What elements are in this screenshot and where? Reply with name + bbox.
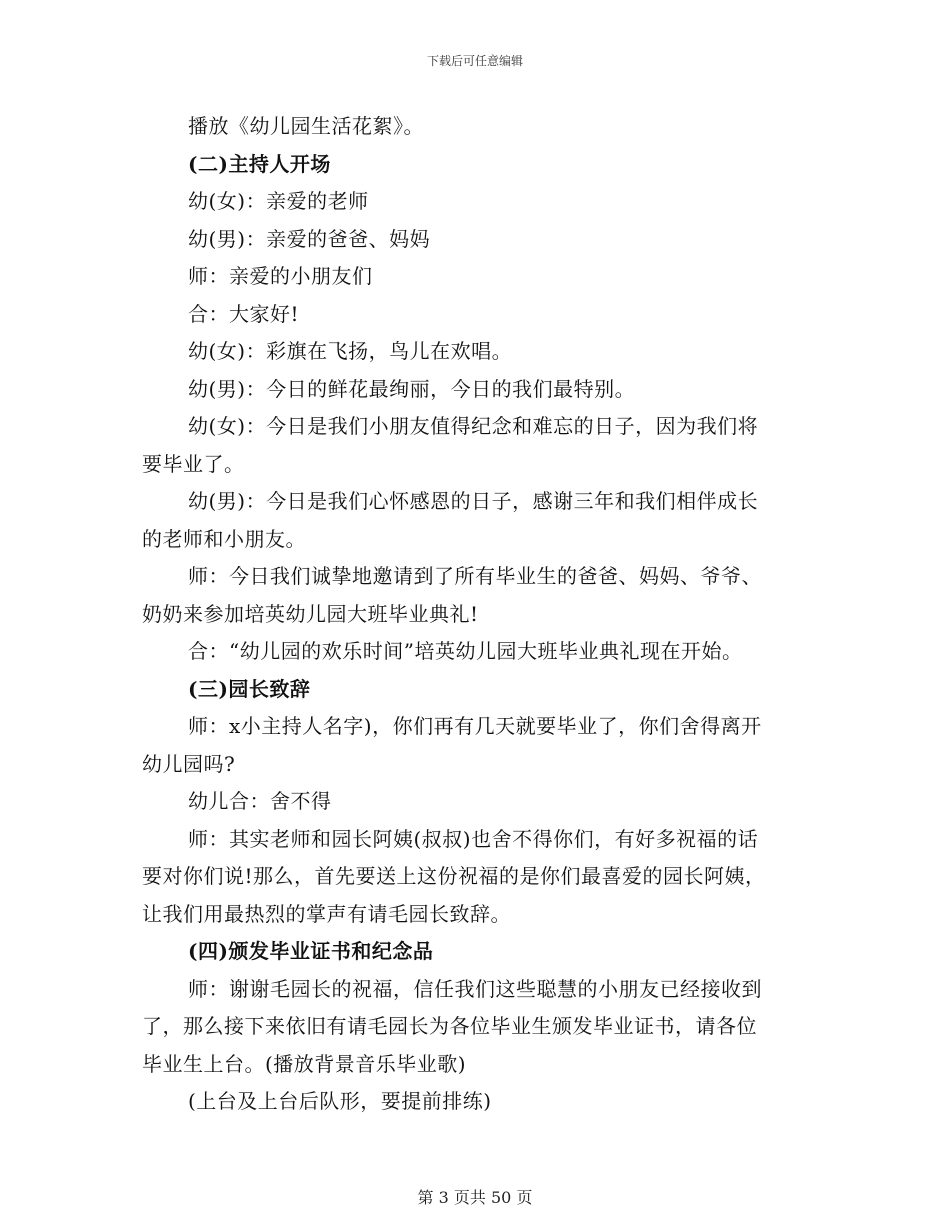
section-heading: (四)颁发毕业证书和纪念品	[188, 939, 434, 963]
section-heading: (二)主持人开场	[188, 151, 331, 176]
text-line: 让我们用最热烈的掌声有请毛园长致辞。	[142, 901, 511, 926]
text-line: 幼(女)：亲爱的老师	[188, 189, 369, 213]
text-line: 幼(女)：今日是我们小朋友值得纪念和难忘的日子，因为我们将	[188, 414, 759, 438]
text-line: 师：亲爱的小朋友们	[188, 264, 373, 288]
text-line: 合：“幼儿园的欢乐时间”培英幼儿园大班毕业典礼现在开始。	[188, 639, 743, 663]
page-header: 下载后可任意编辑	[426, 54, 523, 68]
text-line: 了，那么接下来依旧有请毛园长为各位毕业生颁发毕业证书，请各位	[142, 1014, 757, 1038]
section-heading: (三)园长致辞	[188, 676, 311, 701]
text-line: 师：谢谢毛园长的祝福，信任我们这些聪慧的小朋友已经接收到	[188, 976, 762, 1001]
text-line: 幼儿合：舍不得	[188, 789, 332, 813]
text-line: 师：其实老师和园长阿姨(叔叔)也舍不得你们，有好多祝福的话	[188, 826, 759, 851]
text-line: 幼(男)：今日是我们心怀感恩的日子，感谢三年和我们相伴成长	[188, 489, 759, 513]
text-line: 幼(男)：亲爱的爸爸、妈妈	[188, 226, 431, 251]
document-body	[142, 108, 808, 1121]
page-footer: 第 3 页共 50 页	[417, 1188, 533, 1207]
text-line: 幼(女)：彩旗在飞扬，鸟儿在欢唱。	[188, 339, 513, 363]
text-line: 师：今日我们诚挚地邀请到了所有毕业生的爸爸、妈妈、爷爷、	[188, 564, 762, 588]
text-line: 幼(男)：今日的鲜花最绚丽，今日的我们最特别。	[188, 376, 636, 401]
text-line: 的老师和小朋友。	[142, 526, 306, 551]
text-line: 师：x小主持人名字)，你们再有几天就要毕业了，你们舍得离开	[188, 714, 762, 738]
text-line: 要毕业了。	[142, 451, 245, 476]
text-line: 幼儿园吗?	[142, 751, 236, 776]
text-line: 要对你们说!那么，首先要送上这份祝福的是你们最喜爱的园长阿姨，	[142, 864, 766, 888]
text-line: 毕业生上台。(播放背景音乐毕业歌)	[142, 1051, 467, 1076]
text-line: 播放《幼儿园生活花絮》。	[188, 114, 424, 138]
text-line: (上台及上台后队形，要提前排练)	[188, 1089, 492, 1113]
text-line: 奶奶来参加培英幼儿园大班毕业典礼!	[142, 601, 479, 626]
text-line: 合：大家好!	[188, 301, 300, 326]
